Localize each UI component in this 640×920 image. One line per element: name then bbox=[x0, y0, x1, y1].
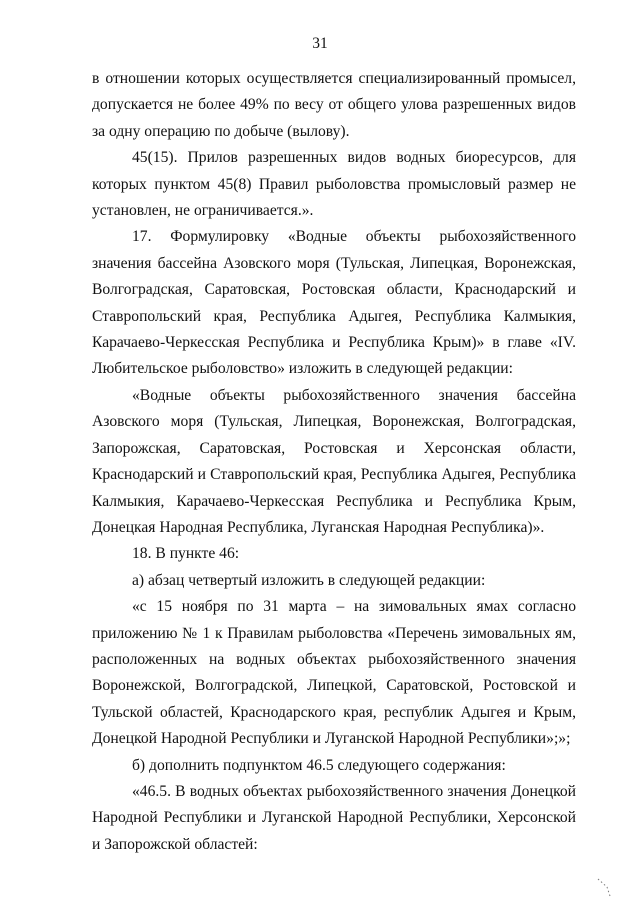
paragraph-subitem-b: б) дополнить подпунктом 46.5 следующего содержания: bbox=[132, 756, 506, 774]
paragraph-45-15: 45(15). Прилов разрешенных видов водных биоресурсов, для которых пунктом 45(8) Правил рыболовства промысловый размер не установлен, не ограничивается.». bbox=[92, 149, 576, 220]
scan-artifact-mark bbox=[596, 876, 618, 898]
paragraph-continuation: в отношении которых осуществляется специализированный промысел, допускается не более 49% по весу от общего улова разрешенных видов за одну операцию по добыче (вылову). bbox=[92, 70, 576, 140]
document-body bbox=[92, 66, 576, 858]
page-number: 31 bbox=[312, 35, 328, 52]
paragraph-azov-basin-quote: «Водные объекты рыбохозяйственного значения бассейна Азовского моря (Тульская, Липецкая, Воронежская, Волгоградская, Запорожская, Саратовская, Ростовская и Херсонская области, Краснодарский и Ставропольский края, Республика Адыгея, Республика Калмыкия, Карачаево-Черкесская Республика и Республика Крым, Донецкая Народная Республика, Луганская Народная Республика)». bbox=[92, 386, 576, 536]
paragraph-subitem-a: а) абзац четвертый изложить в следующей редакции: bbox=[132, 571, 486, 589]
paragraph-wintering-pits-quote: «с 15 ноября по 31 марта – на зимовальных ямах согласно приложению № 1 к Правилам рыболовства «Перечень зимовальных ям, расположенных на водных объектах рыбохозяйственного значения Воронежской, Волгоградской, Липецкой, Саратовской, Ростовской и Тульской областей, Краснодарского края, республик Адыгея и Крым, Донецкой Народной Республики и Луганской Народной Республики»;»; bbox=[92, 598, 576, 748]
paragraph-46-5: «46.5. В водных объектах рыбохозяйственного значения Донецкой Народной Республики и Луганской Народной Республики, Херсонской и Запорожской областей: bbox=[92, 782, 576, 853]
paragraph-item-18: 18. В пункте 46: bbox=[132, 545, 240, 563]
paragraph-item-17: 17. Формулировку «Водные объекты рыбохозяйственного значения бассейна Азовского моря (Тульская, Липецкая, Воронежская, Волгоградская, Саратовская, Ростовская области, Краснодарский и Ставропольский края, Республика Адыгея, Республика Калмыкия, Карачаево-Черкесская Республика и Республика Крым)» в главе «IV. Любительское рыболовство» изложить в следующей редакции: bbox=[92, 228, 576, 378]
